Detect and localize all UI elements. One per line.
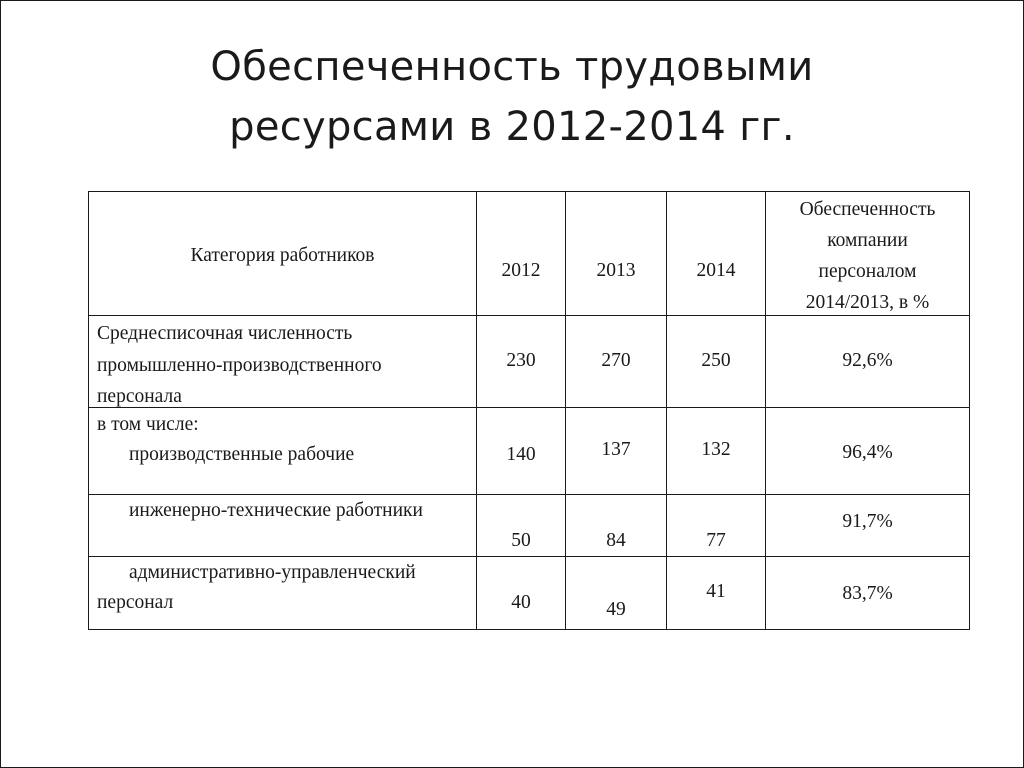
table-row — [89, 316, 970, 408]
value-2012: 230 — [506, 350, 536, 371]
row-label-line: Среднесписочная численность — [97, 323, 353, 344]
cell-2014 — [667, 316, 766, 408]
value-2014: 132 — [701, 439, 731, 460]
cell-ratio — [766, 408, 970, 495]
slide-title-line-1: Обеспеченность трудовыми — [210, 44, 814, 90]
header-2013 — [566, 192, 667, 316]
header-category — [89, 192, 477, 316]
value-ratio: 96,4% — [842, 442, 893, 463]
header-ratio-line-3: персоналом — [818, 261, 917, 282]
row-label — [89, 316, 477, 408]
cell-2012 — [477, 495, 566, 557]
header-ratio-line-1: Обеспеченность — [799, 199, 936, 220]
value-2014: 77 — [706, 530, 726, 551]
value-2012: 40 — [511, 592, 531, 613]
header-2012 — [477, 192, 566, 316]
value-2014: 41 — [706, 581, 726, 602]
row-label-line: промышленно-производственного — [97, 354, 382, 376]
cell-ratio — [766, 495, 970, 557]
value-2013: 49 — [606, 599, 626, 620]
value-2013: 270 — [601, 350, 631, 371]
cell-2014 — [667, 495, 766, 557]
cell-2014 — [667, 408, 766, 495]
value-ratio: 83,7% — [842, 583, 893, 604]
value-ratio: 92,6% — [842, 350, 893, 371]
header-category-label: Категория работников — [190, 245, 375, 266]
cell-2014 — [667, 557, 766, 630]
table-header-row — [89, 192, 970, 316]
slide-title — [1, 37, 1023, 157]
value-2013: 84 — [606, 530, 626, 551]
header-2014 — [667, 192, 766, 316]
header-ratio-line-2: компании — [827, 230, 908, 251]
value-2014: 250 — [701, 350, 731, 371]
row-label — [89, 557, 477, 630]
header-ratio — [766, 192, 970, 316]
value-ratio: 91,7% — [842, 511, 893, 532]
cell-2013 — [566, 557, 667, 630]
value-2012: 50 — [511, 530, 531, 551]
header-2013-label: 2013 — [596, 260, 636, 281]
header-2012-label: 2012 — [501, 260, 541, 281]
value-2012: 140 — [506, 444, 536, 465]
cell-2013 — [566, 495, 667, 557]
cell-2012 — [477, 557, 566, 630]
cell-2012 — [477, 408, 566, 495]
row-label-line: персонала — [97, 386, 182, 407]
header-2014-label: 2014 — [696, 260, 736, 281]
staffing-table — [88, 191, 970, 630]
table-row — [89, 557, 970, 630]
row-label-line: административно-управленческий — [129, 562, 416, 583]
header-ratio-line-4: 2014/2013, в % — [805, 292, 930, 313]
cell-ratio — [766, 316, 970, 408]
cell-ratio — [766, 557, 970, 630]
row-label-line: в том числе: — [97, 414, 199, 435]
cell-2012 — [477, 316, 566, 408]
table-row — [89, 495, 970, 557]
value-2013: 137 — [601, 439, 631, 460]
row-label — [89, 495, 477, 557]
row-label-line: персонал — [97, 592, 174, 613]
row-label-line: производственные рабочие — [129, 444, 355, 465]
table-row — [89, 408, 970, 495]
row-label-line: инженерно-технические работники — [129, 500, 423, 521]
slide-title-line-2: ресурсами в 2012-2014 гг. — [229, 104, 795, 150]
cell-2013 — [566, 408, 667, 495]
row-label — [89, 408, 477, 495]
cell-2013 — [566, 316, 667, 408]
